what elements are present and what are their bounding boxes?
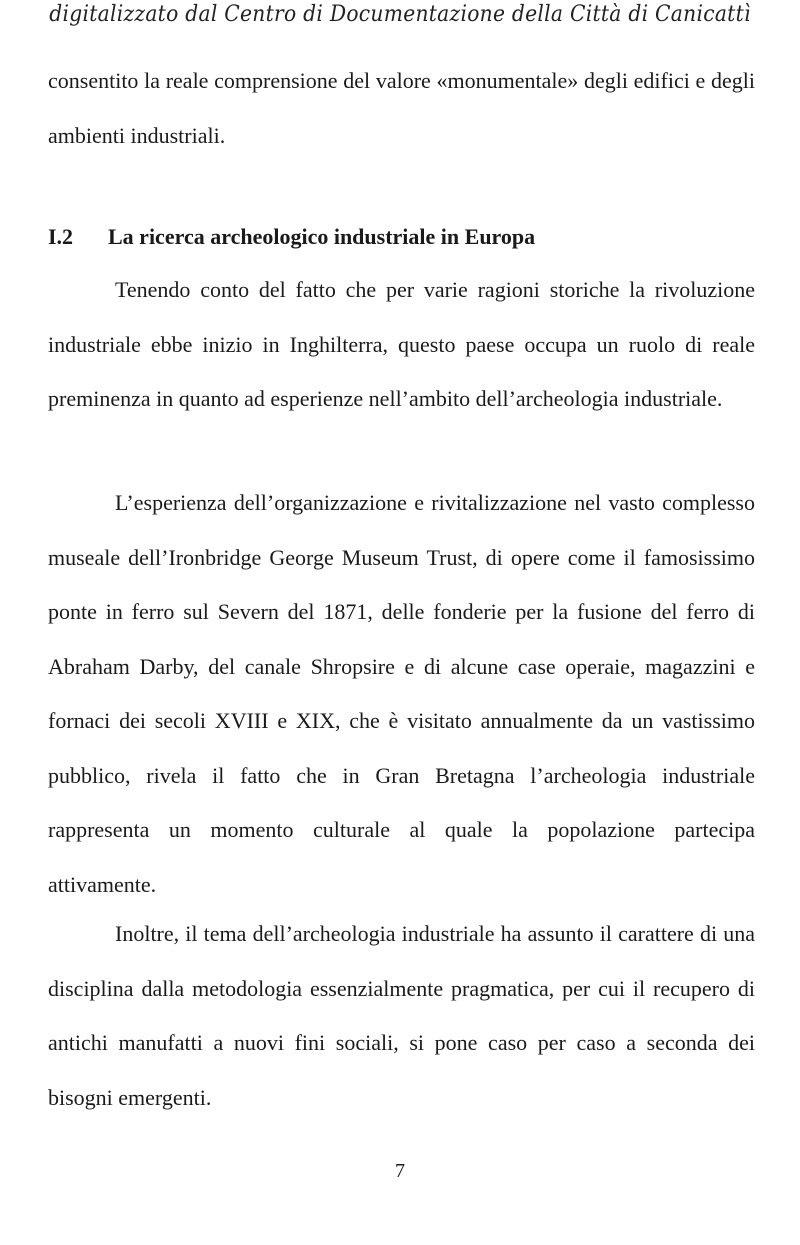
- paragraph-3: Inoltre, il tema dell’archeologia industriale ha assunto il carattere di una disciplina dalla metodologia essenzialmente pragmatica, per cui il recupero di antichi manufatti a nuovi fini sociali, si pone caso per caso a seconda dei bisogni emergenti.: [48, 921, 755, 1110]
- section-number: I.2: [48, 224, 74, 249]
- paragraph-1: Tenendo conto del fatto che per varie ragioni storiche la rivoluzione industriale ebbe inizio in Inghilterra, questo paese occupa un ruolo di reale preminenza in quanto ad esperienze nell’ambito dell’archeologia industriale.: [48, 277, 755, 411]
- page-number: 7: [395, 1160, 405, 1182]
- section-heading: [48, 222, 535, 252]
- section-title: La ricerca archeologico industriale in Europa: [108, 224, 536, 249]
- paragraph-2: L’esperienza dell’organizzazione e rivitalizzazione nel vasto complesso museale dell’Ironbridge George Museum Trust, di opere come il famosissimo ponte in ferro sul Severn del 1871, delle fonderie per la fusione del ferro di Abraham Darby, del canale Shropsire e di alcune case operaie, magazzini e fornaci dei secoli XVIII e XIX, che è visitato annualmente da un vastissimo pubblico, rivela il fatto che in Gran Bretagna l’archeologia industriale rappresenta un momento culturale al quale la popolazione partecipa attivamente.: [48, 490, 755, 897]
- digitization-watermark: digitalizzato dal Centro di Documentazione della Città di Canicattì: [49, 2, 751, 27]
- paragraph-continued: consentito la reale comprensione del valore «monumentale» degli edifici e degli ambienti industriali.: [48, 68, 755, 148]
